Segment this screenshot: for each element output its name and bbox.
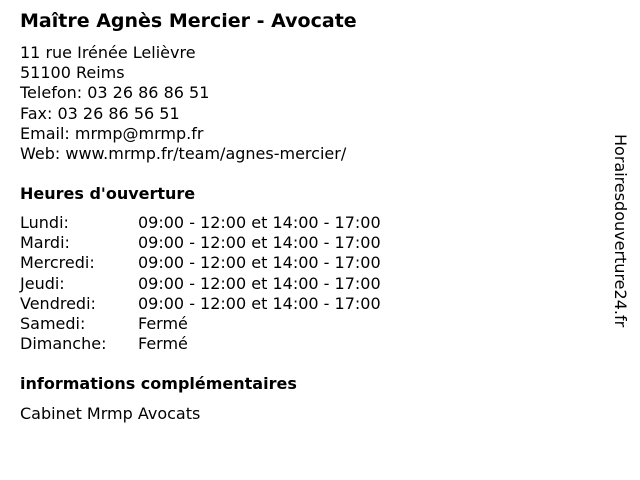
- hours-value: 09:00 - 12:00 et 14:00 - 17:00: [138, 293, 381, 313]
- hours-value: 09:00 - 12:00 et 14:00 - 17:00: [138, 253, 381, 273]
- hours-value: 09:00 - 12:00 et 14:00 - 17:00: [138, 213, 381, 232]
- hours-value: Fermé: [138, 313, 188, 333]
- hours-heading: Heures d'ouverture: [20, 184, 196, 203]
- day-label: Mercredi:: [20, 253, 95, 273]
- watermark: Horairesdouverture24.fr: [611, 134, 630, 328]
- day-label: Dimanche:: [20, 334, 107, 354]
- email-text: Email: mrmp@mrmp.fr: [20, 123, 204, 143]
- day-label: Lundi:: [20, 213, 69, 232]
- info-heading: informations complémentaires: [20, 374, 297, 393]
- day-label: Vendredi:: [20, 293, 96, 313]
- day-label: Mardi:: [20, 233, 70, 253]
- day-label: Jeudi:: [20, 273, 65, 293]
- info-text: Cabinet Mrmp Avocats: [20, 404, 201, 423]
- hours-value: 09:00 - 12:00 et 14:00 - 17:00: [138, 273, 381, 293]
- fax-text: Fax: 03 26 86 56 51: [20, 103, 180, 123]
- contact-block: [20, 43, 346, 164]
- hours-value: Fermé: [138, 334, 188, 354]
- address-line-city: 51100 Reims: [20, 63, 125, 83]
- page-title: Maître Agnès Mercier - Avocate: [20, 10, 357, 32]
- phone-text: Telefon: 03 26 86 86 51: [20, 83, 210, 103]
- hours-value: 09:00 - 12:00 et 14:00 - 17:00: [138, 233, 381, 253]
- web-text: Web: www.mrmp.fr/team/agnes-mercier/: [20, 144, 347, 164]
- day-label: Samedi:: [20, 313, 86, 333]
- address-line-street: 11 rue Irénée Lelièvre: [20, 43, 196, 62]
